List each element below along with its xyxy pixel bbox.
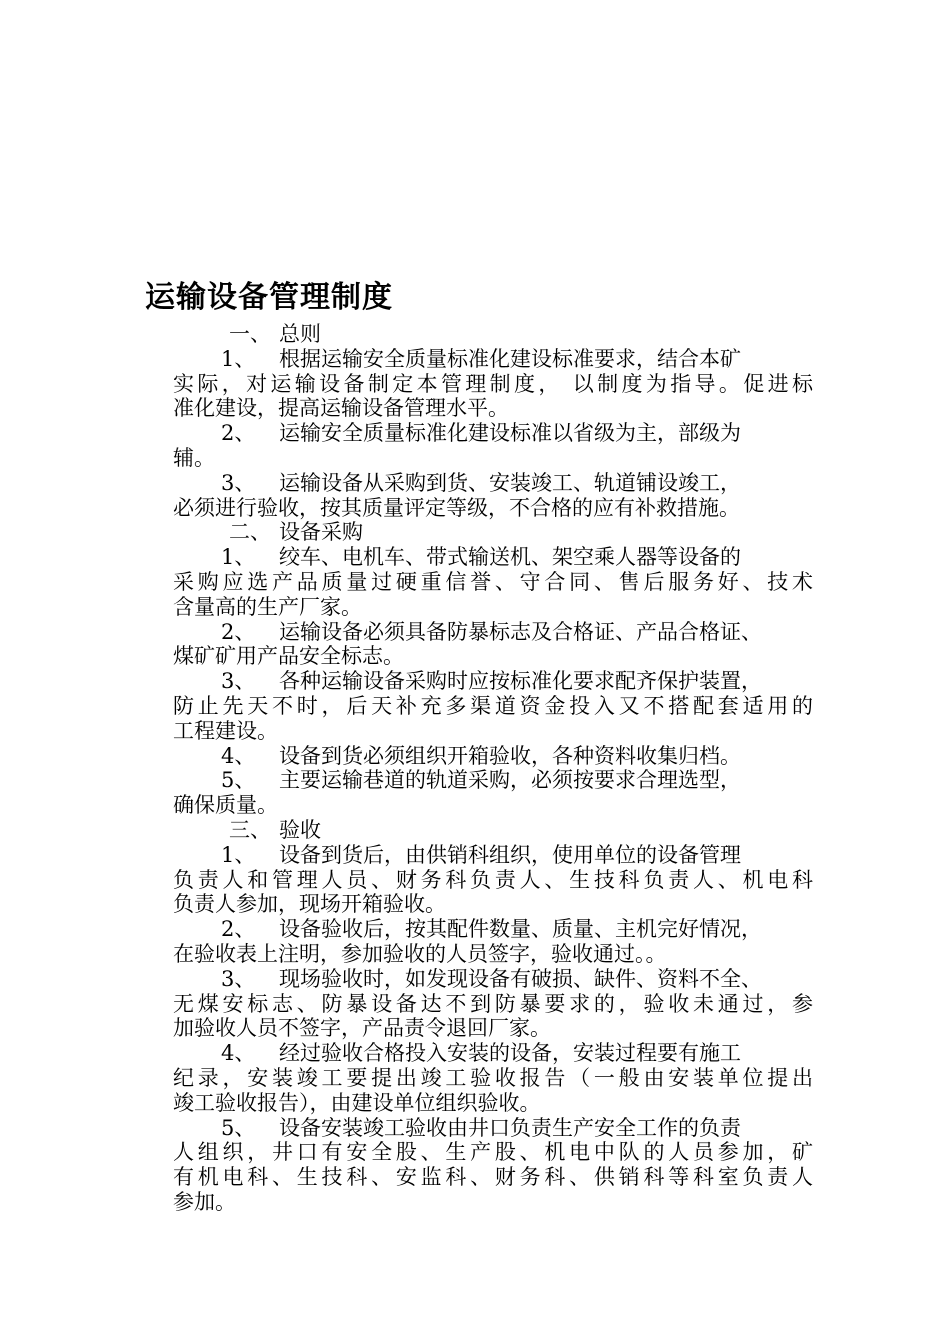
clause-number: 3、 [221, 470, 256, 495]
clause-text: 主要运输巷道的轨道采购，必须按要求合理选型， [279, 768, 741, 793]
clause-text: 设备到货必须组织开箱验收，各种资料收集归档。 [279, 743, 741, 768]
continuation-line: 采购应选产品质量过硬重信誉、守合同、售后服务好、技术 [173, 569, 813, 594]
clause-number: 1、 [221, 545, 256, 570]
section-title: 验收 [279, 817, 321, 842]
clause-line [173, 967, 813, 992]
clause-number: 5、 [221, 768, 256, 793]
continuation-line: 在验收表上注明，参加验收的人员签字，验收通过。。 [173, 941, 667, 966]
section-heading [173, 818, 813, 843]
clause-text: 运输设备必须具备防暴标志及合格证、产品合格证、 [279, 619, 762, 644]
clause-number: 5、 [221, 1115, 256, 1140]
clause-line [173, 620, 813, 645]
section-title: 总则 [279, 322, 321, 346]
clause-text: 设备验收后，按其配件数量、质量、主机完好情况， [279, 917, 762, 942]
clause-number: 1、 [221, 842, 256, 867]
clause-line [173, 1116, 813, 1141]
section-number: 一、 [229, 322, 271, 346]
section-number: 二、 [229, 520, 271, 545]
clause-text: 运输安全质量标准化建设标准以省级为主，部级为 [279, 421, 741, 446]
continuation-line: 准化建设，提高运输设备管理水平。 [173, 396, 509, 421]
continuation-line: 有机电科、生技科、安监科、财务科、供销科等科室负责人 [173, 1165, 813, 1190]
continuation-line: 工程建设。 [173, 718, 278, 743]
continuation-line: 防止先天不时，后天补充多渠道资金投入又不搭配套适用的 [173, 693, 813, 718]
clause-line [173, 421, 813, 446]
continuation-line: 含量高的生产厂家。 [173, 594, 362, 619]
continuation-line: 纪录，安装竣工要提出竣工验收报告（一般由安装单位提出 [173, 1065, 813, 1090]
clause-text: 绞车、电机车、带式输送机、架空乘人器等设备的 [279, 545, 741, 570]
clause-line [173, 669, 813, 694]
continuation-line: 煤矿矿用产品安全标志。 [173, 644, 404, 669]
clause-text: 现场验收时，如发现设备有破损、缺件、资料不全、 [279, 966, 762, 991]
clause-line [173, 917, 813, 942]
continuation-line: 必须进行验收，按其质量评定等级，不合格的应有补救措施。 [173, 495, 740, 520]
section-title: 设备采购 [279, 520, 363, 545]
section-heading [173, 520, 813, 545]
clause-line [173, 768, 813, 793]
clause-number: 2、 [221, 917, 256, 942]
continuation-line: 负责人参加，现场开箱验收。 [173, 892, 446, 917]
continuation-line: 辅。 [173, 445, 215, 470]
clause-number: 4、 [221, 1041, 256, 1066]
clause-line [173, 843, 813, 868]
continuation-line: 无煤安标志、防暴设备达不到防暴要求的，验收未通过，参 [173, 991, 813, 1016]
continuation-line: 竣工验收报告），由建设单位组织验收。 [173, 1090, 541, 1115]
clause-number: 3、 [221, 966, 256, 991]
section-heading [173, 322, 813, 347]
clause-number: 4、 [221, 743, 256, 768]
clause-line [173, 545, 813, 570]
continuation-line: 负责人和管理人员、财务科负责人、生技科负责人、机电科 [173, 867, 813, 892]
continuation-line: 人组织，井口有安全股、生产股、机电中队的人员参加，矿 [173, 1140, 813, 1165]
clause-text: 各种运输设备采购时应按标准化要求配齐保护装置， [279, 669, 762, 694]
clause-text: 运输设备从采购到货、安装竣工、轨道铺设竣工， [279, 470, 741, 495]
clause-number: 2、 [221, 421, 256, 446]
clause-number: 2、 [221, 619, 256, 644]
continuation-line: 加验收人员不签字，产品责令退回厂家。 [173, 1016, 551, 1041]
section-number: 三、 [229, 817, 271, 842]
continuation-line: 实际，对运输设备制定本管理制度， 以制度为指导。促进标 [173, 371, 813, 396]
clause-line [173, 471, 813, 496]
clause-number: 1、 [221, 346, 256, 371]
document-title: 运输设备管理制度 [145, 280, 393, 315]
clause-line [173, 744, 813, 769]
continuation-line: 确保质量。 [173, 793, 278, 818]
clause-line [173, 1041, 813, 1066]
continuation-line: 参加。 [173, 1189, 236, 1214]
clause-text: 经过验收合格投入安装的设备，安装过程要有施工 [279, 1041, 741, 1066]
clause-text: 设备到货后，由供销科组织，使用单位的设备管理 [279, 842, 741, 867]
clause-line [173, 347, 813, 372]
clause-text: 设备安装竣工验收由井口负责生产安全工作的负责 [279, 1115, 741, 1140]
document-body [173, 322, 813, 1215]
clause-number: 3、 [221, 669, 256, 694]
clause-text: 根据运输安全质量标准化建设标准要求，结合本矿 [279, 346, 741, 371]
